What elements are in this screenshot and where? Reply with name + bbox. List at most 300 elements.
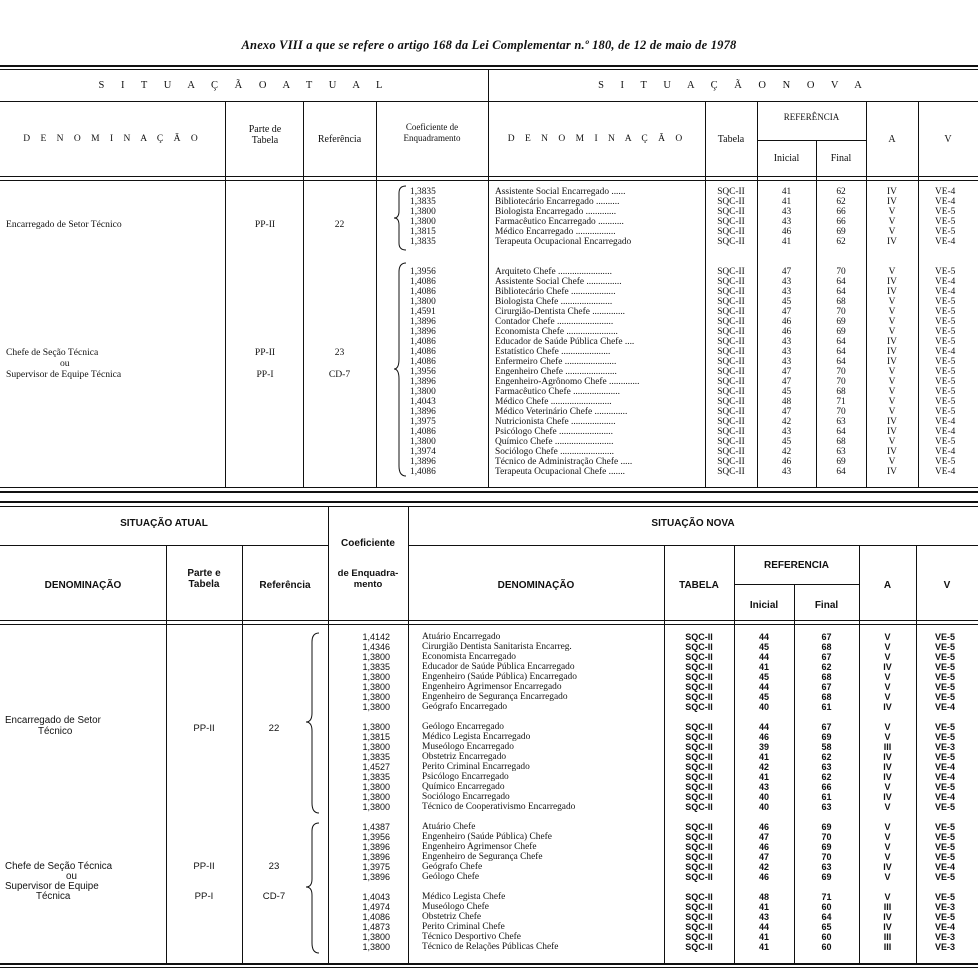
spacer xyxy=(334,812,390,822)
a-cell: V xyxy=(888,437,896,447)
v-cell: VE-5 xyxy=(935,227,956,237)
a-cell: V xyxy=(884,652,891,662)
inicial-cell: 45 xyxy=(781,297,792,307)
v-cell: VE-5 xyxy=(935,207,956,217)
denominacao-cell: Perito Criminal Encarregado xyxy=(422,762,530,772)
v-cell: VE-4 xyxy=(935,417,956,427)
final-cell: 69 xyxy=(836,227,846,237)
tabela-column xyxy=(664,632,734,952)
final-cell: 64 xyxy=(836,337,846,347)
header-coeficiente: Coeficiente xyxy=(341,538,395,549)
final-cell: 64 xyxy=(836,277,846,287)
v-cell: VE-5 xyxy=(935,912,956,922)
v-cell: VE-5 xyxy=(935,692,956,702)
inicial-cell: 43 xyxy=(781,287,792,297)
rule xyxy=(408,545,978,546)
tabela-cell: SQC-II xyxy=(685,902,713,912)
denominacao-cell: Engenheiro (Saúde Pública) Chefe xyxy=(422,832,552,842)
rule xyxy=(757,140,866,141)
inicial-cell: 42 xyxy=(781,417,792,427)
final-cell: 66 xyxy=(836,217,846,227)
final-cell: 66 xyxy=(821,782,832,792)
header-inicial: Inicial xyxy=(773,153,800,164)
v-cell: VE-5 xyxy=(935,367,956,377)
group-parte: PP-I xyxy=(194,891,214,902)
v-cell: VE-3 xyxy=(935,902,956,912)
a-cell: IV xyxy=(883,862,892,872)
a-cell: V xyxy=(888,227,896,237)
coeficiente-cell: 1,4086 xyxy=(410,347,436,357)
spacer xyxy=(495,247,705,257)
a-cell: IV xyxy=(883,912,892,922)
a-cell: V xyxy=(888,267,896,277)
a-cell: IV xyxy=(887,357,897,367)
denominacao-cell: Arquiteto Chefe ....................... xyxy=(495,267,612,277)
rule xyxy=(0,101,978,102)
final-cell: 64 xyxy=(821,912,832,922)
spacer xyxy=(794,812,859,822)
a-cell: IV xyxy=(887,347,897,357)
inicial-cell: 44 xyxy=(758,632,769,642)
final-cell: 68 xyxy=(836,437,846,447)
header-a: A xyxy=(888,134,896,145)
inicial-cell: 47 xyxy=(758,852,769,862)
header-final: Final xyxy=(830,153,852,164)
tabela-cell: SQC-II xyxy=(685,732,713,742)
final-cell: 70 xyxy=(836,407,846,417)
denominacao-cell: Médico Chefe .......................... xyxy=(495,397,612,407)
inicial-cell: 47 xyxy=(781,377,792,387)
v-cell: VE-5 xyxy=(935,357,956,367)
v-cell: VE-5 xyxy=(935,387,956,397)
v-cell: VE-4 xyxy=(935,197,956,207)
inicial-cell: 45 xyxy=(781,387,792,397)
inicial-cell: 43 xyxy=(758,782,769,792)
rule xyxy=(734,584,859,585)
v-cell: VE-5 xyxy=(935,327,956,337)
spacer xyxy=(664,812,734,822)
inicial-cell: 41 xyxy=(758,942,769,952)
v-cell: VE-5 xyxy=(935,822,956,832)
final-cell: 60 xyxy=(821,902,832,912)
a-cell: V xyxy=(888,327,896,337)
denominacao-cell: Obstetriz Chefe xyxy=(422,912,482,922)
v-cell: VE-5 xyxy=(935,682,956,692)
v-cell: VE-5 xyxy=(935,722,956,732)
denominacao-cell: Educador de Saúde Pública Encarregado xyxy=(422,662,575,672)
spacer xyxy=(705,257,757,267)
header-referencia: Referência xyxy=(259,580,311,591)
a-cell: V xyxy=(888,297,896,307)
coeficiente-cell: 1,3956 xyxy=(410,267,436,277)
denominacao-cell: Estatístico Chefe ..................... xyxy=(495,347,611,357)
header-denominacao-nova: DENOMINAÇÃO xyxy=(497,580,575,591)
coeficiente-cell: 1,4086 xyxy=(410,277,436,287)
tabela-cell: SQC-II xyxy=(717,307,745,317)
a-cell: V xyxy=(888,397,896,407)
final-cell: 65 xyxy=(821,922,832,932)
inicial-cell: 47 xyxy=(781,267,792,277)
coeficiente-cell: 1,3800 xyxy=(362,792,390,802)
final-cell: 60 xyxy=(821,942,832,952)
v-cell: VE-3 xyxy=(935,932,956,942)
coeficiente-cell: 1,4086 xyxy=(410,467,436,477)
denominacao-cell: Assistente Social Encarregado ...... xyxy=(495,187,626,197)
header-referencia-nova: REFERENCIA xyxy=(763,560,829,571)
coeficiente-cell: 1,3800 xyxy=(362,942,390,952)
tabela-cell xyxy=(664,712,734,722)
a-cell: V xyxy=(888,307,896,317)
inicial-cell: 46 xyxy=(781,227,792,237)
header-inicial: Inicial xyxy=(749,600,779,611)
inicial-cell: 46 xyxy=(758,842,769,852)
a-cell: IV xyxy=(887,197,897,207)
denominacao-cell: Técnico de Relações Públicas Chefe xyxy=(422,942,559,952)
final-cell: 68 xyxy=(821,672,832,682)
coeficiente-cell: 1,3896 xyxy=(362,852,390,862)
v-cell: VE-5 xyxy=(935,732,956,742)
spacer xyxy=(866,247,918,257)
a-cell: V xyxy=(884,852,891,862)
v-cell: VE-4 xyxy=(935,702,956,712)
a-cell: III xyxy=(883,932,892,942)
denominacao-cell: Economista Encarregado xyxy=(422,652,516,662)
tabela-cell: SQC-II xyxy=(685,682,713,692)
rule xyxy=(0,545,328,546)
coeficiente-cell: 1,4142 xyxy=(362,632,390,642)
final-cell: 64 xyxy=(836,427,846,437)
a-cell: III xyxy=(883,902,892,912)
inicial-cell: 41 xyxy=(781,237,792,247)
rule xyxy=(0,176,978,177)
header-parte-tabela: Parte e Tabela xyxy=(187,568,221,590)
a-cell: IV xyxy=(883,702,892,712)
v-cell: VE-5 xyxy=(935,892,956,902)
brace xyxy=(393,262,409,477)
v-cell: VE-5 xyxy=(935,642,956,652)
tabela-cell: SQC-II xyxy=(685,742,713,752)
coeficiente-cell: 1,4086 xyxy=(362,912,390,922)
inicial-cell: 43 xyxy=(781,207,792,217)
a-cell: IV xyxy=(887,277,897,287)
final-cell: 66 xyxy=(836,207,846,217)
a-cell: III xyxy=(883,742,892,752)
header-referencia: Referência xyxy=(317,134,362,145)
a-cell: V xyxy=(888,217,896,227)
group-denominacao: Chefe de Seção Técnica xyxy=(6,347,99,358)
tabela-cell: SQC-II xyxy=(717,237,745,247)
denominacao-cell: Museólogo Chefe xyxy=(422,902,489,912)
v-cell: VE-4 xyxy=(935,287,956,297)
final-cell: 68 xyxy=(836,387,846,397)
group-referencia: 22 xyxy=(268,723,280,734)
a-cell: IV xyxy=(887,187,897,197)
denominacao-cell: Médico Legista Encarregado xyxy=(422,732,531,742)
header-a: A xyxy=(883,580,892,591)
final-cell: 63 xyxy=(836,447,846,457)
coeficiente-cell: 1,3800 xyxy=(410,437,436,447)
denominacao-cell: Psicólogo Chefe ....................... xyxy=(495,427,613,437)
final-cell: 70 xyxy=(836,307,846,317)
final-cell: 70 xyxy=(821,852,832,862)
spacer xyxy=(734,812,794,822)
coeficiente-cell: 1,3800 xyxy=(362,932,390,942)
v-cell: VE-5 xyxy=(935,632,956,642)
v-cell: VE-5 xyxy=(935,407,956,417)
inicial-cell: 43 xyxy=(781,217,792,227)
brace xyxy=(304,632,322,814)
tabela-column xyxy=(705,187,757,477)
denominacao-cell: Médico Legista Chefe xyxy=(422,892,506,902)
denominacao-cell: Sociólogo Chefe ....................... xyxy=(495,447,615,457)
tabela-cell: SQC-II xyxy=(717,427,745,437)
inicial-cell: 47 xyxy=(781,307,792,317)
final-cell xyxy=(794,712,859,722)
spacer xyxy=(816,247,866,257)
spacer xyxy=(422,812,664,822)
coeficiente-cell: 1,3815 xyxy=(362,732,390,742)
coeficiente-cell: 1,3896 xyxy=(410,407,436,417)
inicial-cell: 43 xyxy=(781,357,792,367)
tabela-cell: SQC-II xyxy=(685,632,713,642)
tabela-cell: SQC-II xyxy=(717,287,745,297)
coeficiente-cell: 1,4387 xyxy=(362,822,390,832)
inicial-cell: 41 xyxy=(781,187,792,197)
tabela-cell: SQC-II xyxy=(717,467,745,477)
coeficiente-cell: 1,3800 xyxy=(362,722,390,732)
v-cell xyxy=(935,882,978,892)
v-cell: VE-5 xyxy=(935,217,956,227)
rule xyxy=(0,963,978,965)
denominacao-cell: Engenheiro-Agrônomo Chefe ............. xyxy=(495,377,640,387)
tabela-cell: SQC-II xyxy=(685,912,713,922)
coeficiente-cell: 1,4086 xyxy=(410,337,436,347)
tabela-cell: SQC-II xyxy=(685,772,713,782)
v-cell: VE-5 xyxy=(935,652,956,662)
denominacao-column xyxy=(422,632,664,952)
final-cell: 67 xyxy=(821,682,832,692)
inicial-cell: 48 xyxy=(758,892,769,902)
divider xyxy=(303,101,304,487)
denominacao-cell: Engenheiro Chefe ...................... xyxy=(495,367,617,377)
coeficiente-cell: 1,3800 xyxy=(362,652,390,662)
spacer xyxy=(495,257,705,267)
tabela-cell: SQC-II xyxy=(685,692,713,702)
a-cell: IV xyxy=(883,792,892,802)
denominacao-cell: Médico Veterinário Chefe .............. xyxy=(495,407,628,417)
a-cell: IV xyxy=(887,237,897,247)
tabela-cell: SQC-II xyxy=(717,337,745,347)
denominacao-cell: Bibliotecário Chefe ................... xyxy=(495,287,616,297)
a-cell: V xyxy=(884,682,891,692)
header-situacao-nova: S I T U A Ç Ã O N O V A xyxy=(598,80,869,91)
denominacao-cell: Economista Chefe ...................... xyxy=(495,327,618,337)
denominacao-cell: Técnico de Cooperativismo Encarregado xyxy=(422,802,576,812)
final-cell: 70 xyxy=(836,367,846,377)
v-cell: VE-5 xyxy=(935,397,956,407)
group-denominacao: Supervisor de Equipe xyxy=(5,881,99,892)
tabela-cell: SQC-II xyxy=(685,942,713,952)
denominacao-cell: Obstetriz Encarregado xyxy=(422,752,507,762)
v-cell: VE-5 xyxy=(935,852,956,862)
a-cell: V xyxy=(884,642,891,652)
a-cell: V xyxy=(888,367,896,377)
inicial-cell: 46 xyxy=(758,822,769,832)
final-cell: 70 xyxy=(836,267,846,277)
tabela-cell: SQC-II xyxy=(685,842,713,852)
header-parte-tabela: Parte de Tabela xyxy=(248,124,282,146)
final-cell: 68 xyxy=(821,642,832,652)
page-title: Anexo VIII a que se refere o artigo 168 da Lei Complementar n.º 180, de 12 de maio de 1978 xyxy=(241,38,737,52)
final-cell: 69 xyxy=(821,822,832,832)
coeficiente-cell: 1,3800 xyxy=(362,692,390,702)
header-denominacao-nova: D E N O M I N A Ç Ã O xyxy=(507,134,687,144)
header-tabela: Tabela xyxy=(717,134,745,145)
final-cell: 64 xyxy=(836,287,846,297)
inicial-cell: 43 xyxy=(781,337,792,347)
final-cell: 67 xyxy=(821,652,832,662)
spacer xyxy=(859,812,916,822)
coeficiente-cell: 1,4086 xyxy=(410,427,436,437)
group-denominacao: ou xyxy=(66,871,77,882)
tabela-cell: SQC-II xyxy=(685,782,713,792)
v-cell: VE-5 xyxy=(935,842,956,852)
v-cell: VE-5 xyxy=(935,377,956,387)
a-cell: V xyxy=(884,692,891,702)
denominacao-cell: Biologista Chefe ...................... xyxy=(495,297,613,307)
coeficiente-cell: 1,3835 xyxy=(410,237,436,247)
coeficiente-cell: 1,3896 xyxy=(410,457,436,467)
final-cell: 63 xyxy=(821,802,832,812)
divider xyxy=(328,507,329,963)
header-referencia-nova: REFERÊNCIA xyxy=(783,112,840,122)
v-cell: VE-5 xyxy=(935,782,956,792)
inicial-cell: 40 xyxy=(758,792,769,802)
inicial-cell: 44 xyxy=(758,652,769,662)
rule xyxy=(0,69,978,70)
v-cell: VE-4 xyxy=(935,862,956,872)
denominacao-cell: Enfermeiro Chefe ...................... xyxy=(495,357,617,367)
v-cell: VE-4 xyxy=(935,347,956,357)
coeficiente-cell xyxy=(334,882,390,892)
inicial-cell xyxy=(734,712,794,722)
denominacao-cell: Engenheiro Agrimensor Chefe xyxy=(422,842,537,852)
tabela-cell: SQC-II xyxy=(717,447,745,457)
tabela-cell: SQC-II xyxy=(685,922,713,932)
a-cell: IV xyxy=(887,417,897,427)
coeficiente-cell: 1,3800 xyxy=(362,672,390,682)
final-cell: 71 xyxy=(821,892,832,902)
coeficiente-cell: 1,3835 xyxy=(362,772,390,782)
v-cell: VE-5 xyxy=(935,437,956,447)
inicial-cell: 46 xyxy=(781,457,792,467)
coeficiente-cell: 1,3896 xyxy=(410,317,436,327)
inicial-cell: 45 xyxy=(758,642,769,652)
rule xyxy=(0,487,978,488)
tabela-cell: SQC-II xyxy=(717,267,745,277)
v-cell: VE-4 xyxy=(935,277,956,287)
divider xyxy=(916,546,917,963)
divider xyxy=(376,101,377,487)
a-cell: IV xyxy=(883,922,892,932)
coeficiente-cell: 1,3800 xyxy=(362,802,390,812)
coeficiente-column xyxy=(410,187,470,477)
v-cell: VE-4 xyxy=(935,792,956,802)
coeficiente-cell: 1,4591 xyxy=(410,307,436,317)
final-cell: 69 xyxy=(836,457,846,467)
tabela-cell: SQC-II xyxy=(685,822,713,832)
coeficiente-cell xyxy=(334,712,390,722)
coeficiente-cell: 1,3835 xyxy=(362,752,390,762)
rule xyxy=(0,620,978,621)
v-cell: VE-4 xyxy=(935,237,956,247)
tabela-cell: SQC-II xyxy=(717,417,745,427)
tabela-cell: SQC-II xyxy=(717,457,745,467)
tabela-cell: SQC-II xyxy=(685,752,713,762)
v-cell: VE-5 xyxy=(935,662,956,672)
tabela-cell: SQC-II xyxy=(717,297,745,307)
coeficiente-cell: 1,3815 xyxy=(410,227,436,237)
final-cell: 68 xyxy=(836,297,846,307)
a-cell: IV xyxy=(883,772,892,782)
coeficiente-cell: 1,3975 xyxy=(362,862,390,872)
a-cell: V xyxy=(888,457,896,467)
inicial-cell: 40 xyxy=(758,702,769,712)
denominacao-cell: Farmacêutico Chefe .................... xyxy=(495,387,620,397)
denominacao-cell: Técnico Desportivo Chefe xyxy=(422,932,521,942)
tabela-cell: SQC-II xyxy=(717,367,745,377)
coeficiente-cell: 1,3800 xyxy=(362,742,390,752)
group-parte: PP-II xyxy=(254,219,276,230)
a-cell xyxy=(859,882,916,892)
a-cell: IV xyxy=(887,427,897,437)
group-referencia: 22 xyxy=(334,219,345,230)
a-cell: IV xyxy=(887,447,897,457)
denominacao-cell: Geólogo Chefe xyxy=(422,872,480,882)
coeficiente-cell: 1,3956 xyxy=(410,367,436,377)
coeficiente-cell: 1,3896 xyxy=(410,327,436,337)
a-cell: V xyxy=(884,632,891,642)
inicial-cell: 39 xyxy=(758,742,769,752)
a-cell: V xyxy=(884,822,891,832)
group-parte: PP-II xyxy=(193,861,215,872)
v-cell: VE-5 xyxy=(935,307,956,317)
header-situacao-nova: SITUAÇÃO NOVA xyxy=(651,518,735,529)
tabela-cell: SQC-II xyxy=(685,832,713,842)
denominacao-cell: Químico Encarregado xyxy=(422,782,505,792)
inicial-column xyxy=(734,632,794,952)
a-cell: V xyxy=(884,802,891,812)
tabela-cell: SQC-II xyxy=(685,652,713,662)
spacer xyxy=(757,247,816,257)
inicial-cell: 41 xyxy=(758,902,769,912)
tabela-cell: SQC-II xyxy=(685,662,713,672)
denominacao-cell: Sociólogo Encarregado xyxy=(422,792,510,802)
tabela-cell: SQC-II xyxy=(717,397,745,407)
v-cell: VE-4 xyxy=(935,467,956,477)
denominacao-cell: Psicólogo Encarregado xyxy=(422,772,509,782)
tabela-cell: SQC-II xyxy=(717,357,745,367)
final-column xyxy=(816,187,866,477)
final-cell xyxy=(794,882,859,892)
tabela-cell: SQC-II xyxy=(685,722,713,732)
header-situacao-atual: SITUAÇÃO ATUAL xyxy=(120,518,208,529)
inicial-cell xyxy=(734,882,794,892)
denominacao-cell: Biologista Encarregado ............. xyxy=(495,207,617,217)
coeficiente-cell: 1,3800 xyxy=(410,387,436,397)
denominacao-cell: Atuário Encarregado xyxy=(422,632,501,642)
a-cell: IV xyxy=(883,662,892,672)
